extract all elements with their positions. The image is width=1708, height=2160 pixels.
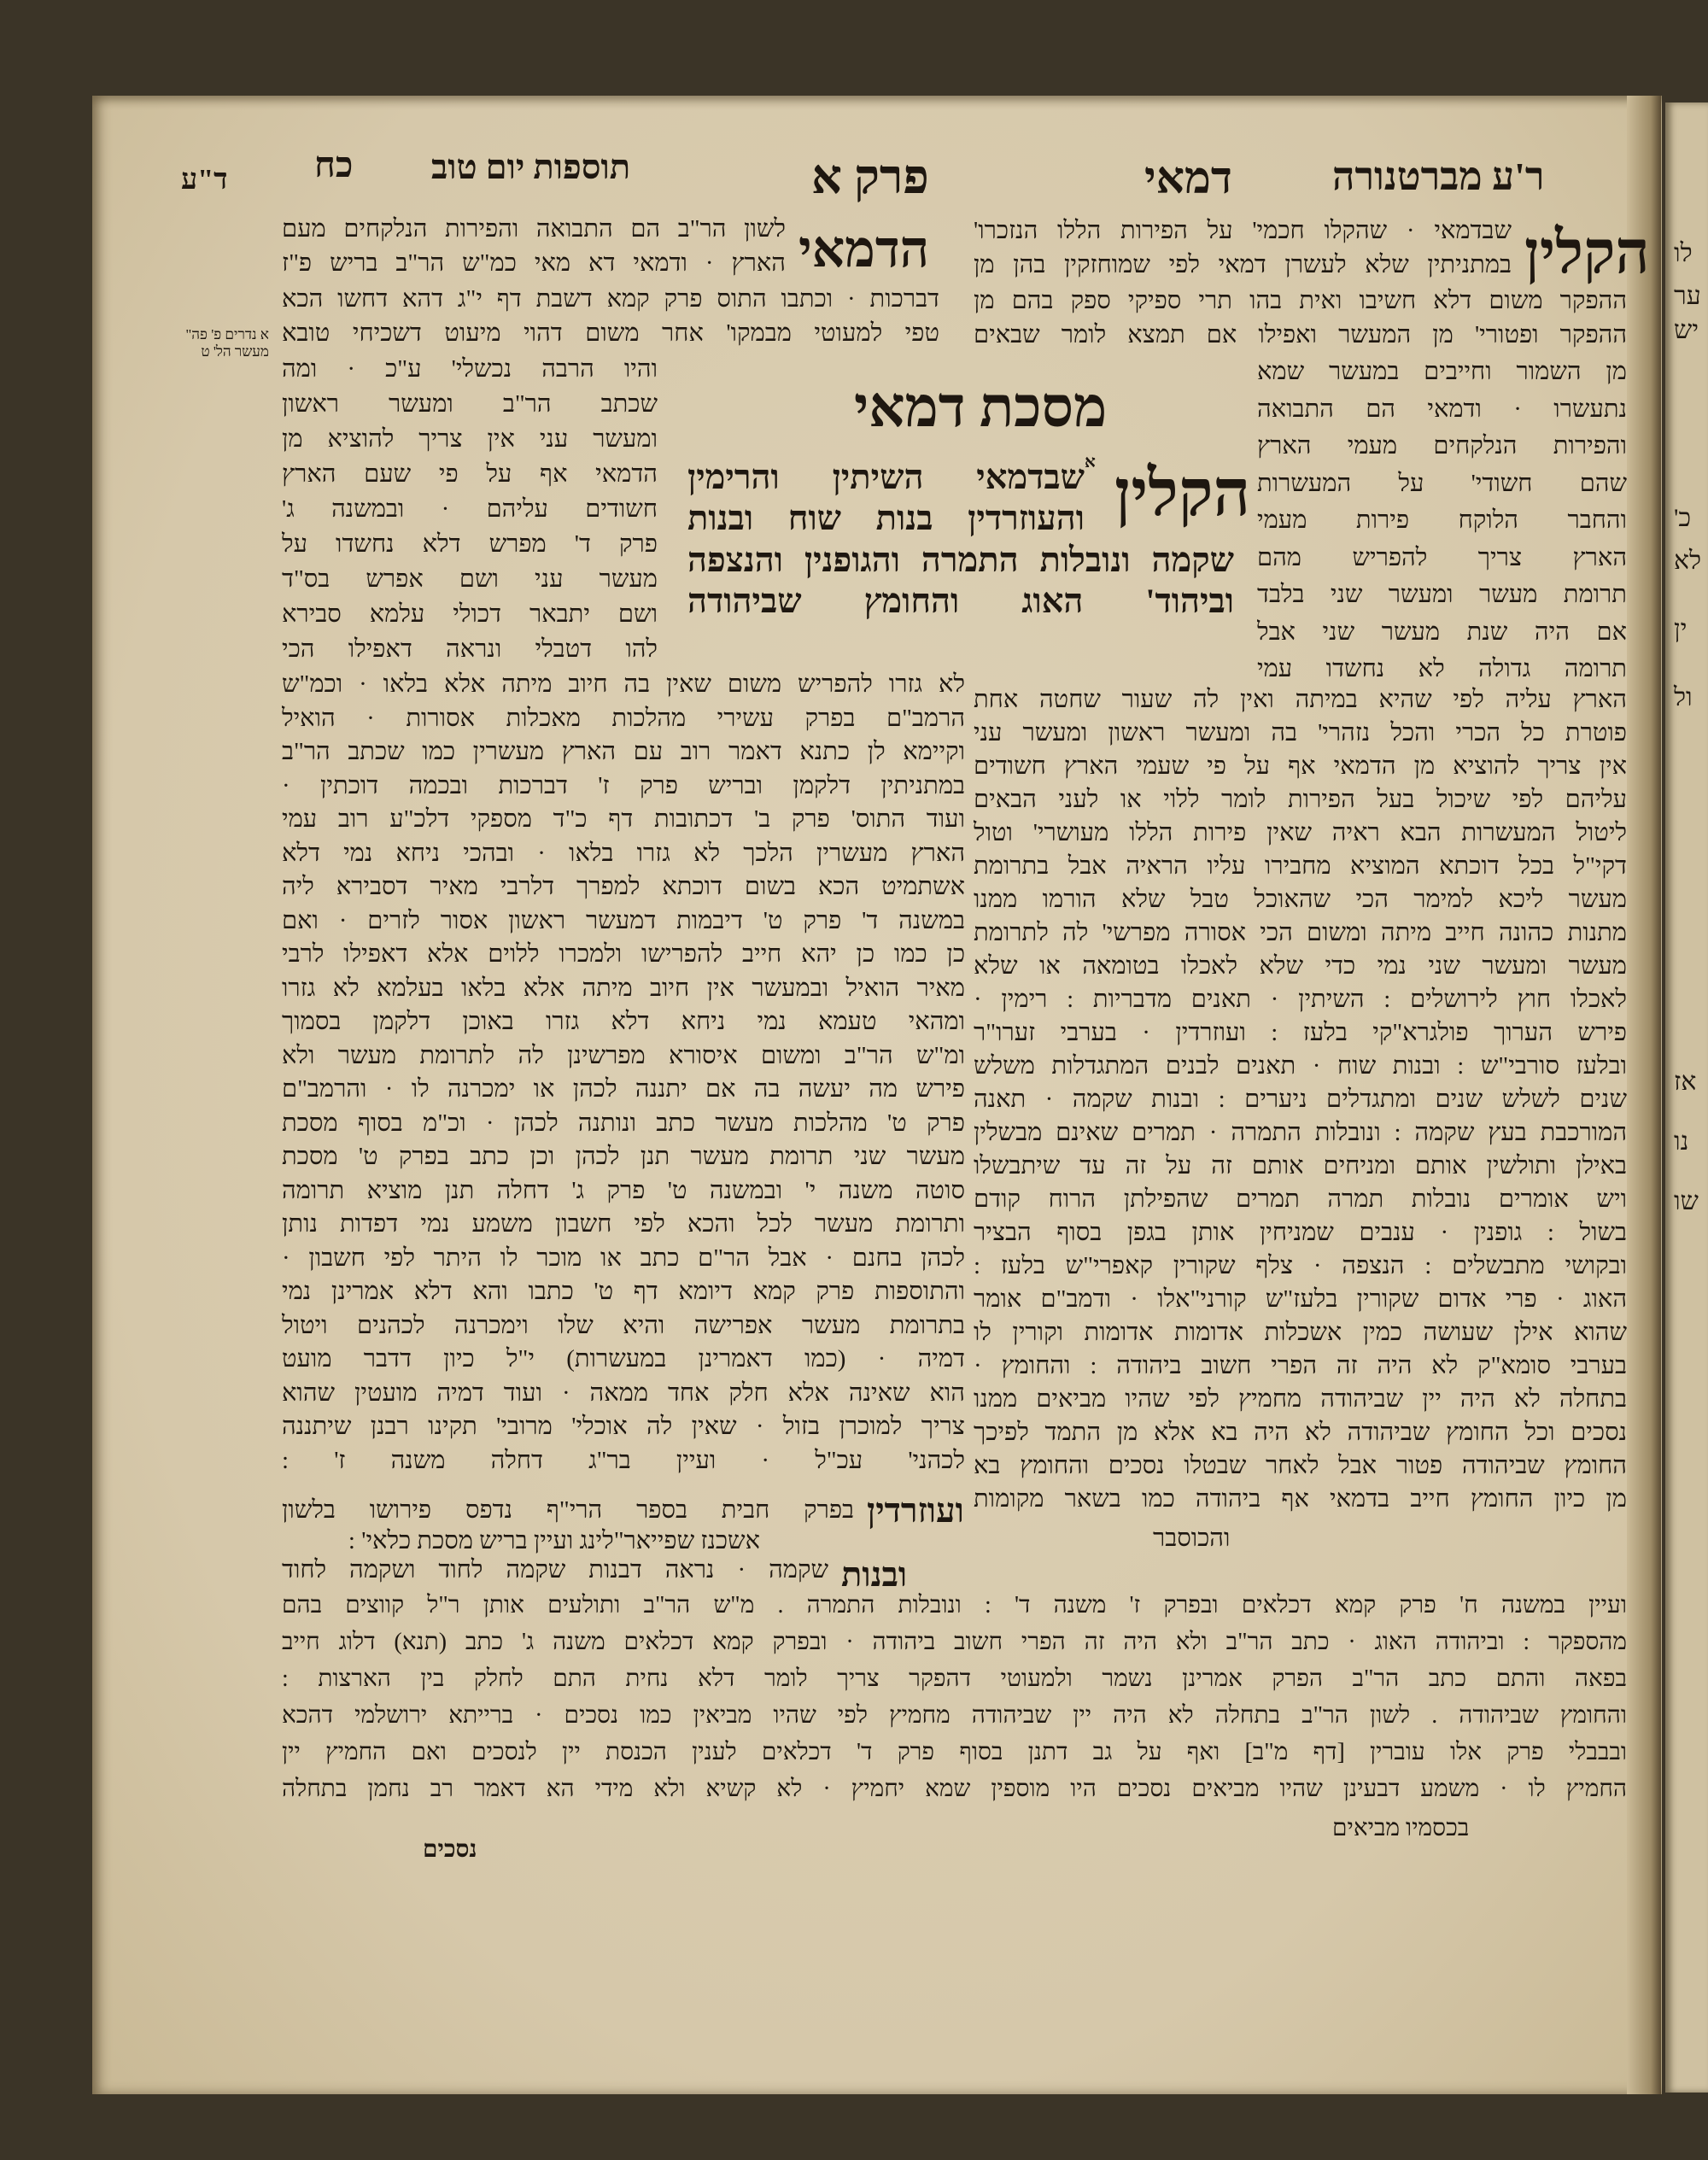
- text-line: להו דטבלי ונראה דאפילו הכי: [282, 635, 658, 663]
- mishnah-line: שקמה ונובלות התמרה והגופנין והנצפה: [687, 541, 1234, 579]
- tractate-heading: מסכת דמאי: [854, 377, 1108, 439]
- text-line: ותרומת מעשר לכל והכא לפי חשבון משמע נמי דפדות נותן: [282, 1210, 965, 1238]
- text-line: שכתב הר"ב ומעשר ראשון: [282, 390, 658, 418]
- tosafot-narrow: [282, 352, 658, 667]
- bartenura-lead-word: הקלין: [1524, 220, 1650, 286]
- text-line: ובלעז סורבי"ש : ובנות שוח · תאנים לבנים המתגדלות משלש: [974, 1052, 1627, 1080]
- text-line: בערבי סומא"ק לא היה זה הפרי חשוב ביהודה : והחומץ ·: [974, 1352, 1627, 1379]
- text-line: והחומץ שביהודה . לשון הר"ב בתחלה לא היה יין שביהודה מחמיץ לפי שהיו מביאין כמו נסכים · ברייתא ירושלמי דהכא: [282, 1702, 1627, 1729]
- tosafot-wide: [282, 668, 965, 1478]
- text-line: לכהני' עכ"ל · ועיין בר"ג דחלה משנה ז' :: [282, 1446, 965, 1474]
- text-line: ומ"ש הר"ב ומשום איסורא מפרשינן לה לתרומת מעשר ולא: [282, 1041, 965, 1069]
- text-line: ועיין במשנה ח' פרק קמא דכלאים ובפרק ז' משנה ד' : ונובלות התמרה . מ"ש הר"ב ותולעים אותן ר"ל קווצים בהם: [282, 1592, 1627, 1619]
- text-line: הארץ · ודמאי דא מאי כמ"ש הר"ב בריש פ"ז: [282, 249, 786, 277]
- text-line: הארץ מעשרין הלכך לא גזרו בלאו · ובהכי ניחא נמי דלא: [282, 839, 965, 867]
- text-line: מאיר הואיל ובמעשר אין חיוב מיתה אלא בלאו בעלמא לא גזרו: [282, 974, 965, 1002]
- text-line: כן כמו כן יהא חייב להפרישו ולמכרו ללוים אלא דאפילו לרבי: [282, 940, 965, 968]
- facing-page-fragment: שו: [1674, 1187, 1699, 1215]
- text-line: בתחלה לא היה יין שביהודה מחמיץ לפי שהיו מביאים ממנו: [974, 1385, 1627, 1413]
- mishnah-lead-word: הקלין: [1114, 458, 1251, 530]
- text-line: פרק ד' מפרש דלא נחשדו על: [282, 530, 658, 558]
- text-line: פירש הערוך פולגרא"קי בלעז : ועוזרדין · בערבי זערו"ר: [974, 1019, 1627, 1046]
- text-line: בפרק חבית בספר הרי"ף נדפס פירושו בלשון: [282, 1496, 854, 1524]
- text-line: והחבר הלוקח פירות מעמי: [1257, 506, 1627, 534]
- text-line: נסכים וכל החומץ שביהודה לא היה בא אלא מן התמד לפיכך: [974, 1419, 1627, 1446]
- bartenura-narrow: [1257, 354, 1627, 689]
- facing-page-edge: [1665, 102, 1708, 2093]
- bartenura-top-a: [974, 214, 1512, 282]
- text-line: לאכלו חוץ לירושלים : השיתין · תאנים מדבריות : רימין ·: [974, 986, 1627, 1013]
- text-line: בתרומת מעשר אפרישה והיא שלו וימכרנה לכהנים ויטול: [282, 1311, 965, 1339]
- text-line: תרומה גדולה לא נחשדו עמי: [1257, 655, 1627, 682]
- tosafot-top-b: [282, 282, 939, 350]
- text-line: ובקושי מתבשלים : הנצפה · צלף שקורין קאפרי"ש בלעז :: [974, 1252, 1627, 1279]
- text-line: הוא שאינה אלא חלק אחד ממאה · ועוד דמיה מועטין שהוא: [282, 1379, 965, 1407]
- facing-page-fragment: ול: [1674, 683, 1693, 711]
- text-line: אם היה שנת מעשר שני אבל: [1257, 618, 1627, 646]
- text-line: אין צריך להוציא מן הדמאי אף על פי שעמי הארץ חשודים: [974, 752, 1627, 780]
- text-line: באילן ותולשין אותם ומניחים אותם זה על זה עד שיתבשלו: [974, 1152, 1627, 1180]
- page-gutter: [1627, 96, 1661, 2094]
- corner-mark: ד"ע: [181, 164, 228, 196]
- text-line: ועוד התוס' פרק ב' דכתובות דף כ"ד מספקי דלכ"ע רוב עמי: [282, 805, 965, 833]
- text-line: והתוספות פרק קמא דיומא דף ט' כתבו והא דלא אמרינן נמי: [282, 1278, 965, 1305]
- text-line: ההפקר ופטורי' מן המעשר ואפילו אם תמצא לומר שבאים: [974, 321, 1627, 348]
- text-line: בשול : גופנין · ענבים שמניחין אותן בגפן בסוף הבציר: [974, 1219, 1627, 1246]
- text-line: בפאה והתם כתב הר"ב הפרק אמרינן נשמר ולמעוטי דהפקר צריך לומר דלא נחית התם לחלק בין הארצות :: [282, 1665, 1627, 1692]
- text-line: ושם יתבאר דכולי עלמא סבירא: [282, 600, 658, 628]
- text-line: מהספקר : וביהודה האוג · כתב הר"ב ולא היה זה הפרי חשוב ביהודה · ובפרק קמא דכלאים משנה ג' כתב (תנא) דלוג חייב: [282, 1629, 1627, 1655]
- ozrarin-lead-word: ועוזרדין: [867, 1491, 964, 1530]
- mishnah-line: וביהוד' האוג והחומץ שביהודה: [687, 582, 1234, 620]
- ozrarin-text: [282, 1493, 854, 1554]
- facing-page-fragment: לא: [1674, 547, 1702, 575]
- text-line: לא גזרו להפריש משום שאין בה חיוב מיתה אלא בלאו · וכמ"ש: [282, 670, 965, 698]
- text-line: שנים לשלש שנים ומתגדלים ניערים : ובנות שקמה · תאנה: [974, 1086, 1627, 1113]
- text-line: שהם חשודי' על המעשרות: [1257, 469, 1627, 497]
- text-line: מעשר ליכא למימר הכי שהאוכל טבל שלא הורמו ממנו: [974, 886, 1627, 913]
- text-line: פוטרת כל הכרי והכל נזהרי' בה ומעשר ראשון ומעשר עני: [974, 719, 1627, 746]
- tosafot-lead-word: הדמאי: [798, 221, 930, 278]
- text-line: טפי למעוטי מבמקו' אחר משום דהוי מיעוט דשכיחי טובא: [282, 319, 939, 347]
- mishnah-marker: א: [1085, 453, 1096, 471]
- text-line: דמיה · (כמו דאמרינן במעשרות) י"ל כיון דדבר מועט: [282, 1345, 965, 1373]
- facing-page-fragment: אז: [1674, 1068, 1697, 1096]
- text-line: ומעשר עני אין צריך להוציא מן: [282, 425, 658, 453]
- text-line: ובבבלי פרק אלו עוברין [דף מ"ב] ואף על גב דתנן בסוף פרק ד' דכלאים לענין הכנסת יין לנסכים ואם החמיץ יין: [282, 1739, 1627, 1765]
- text-line: הדמאי אף על פי שעם הארץ: [282, 460, 658, 488]
- text-line: ליטול המעשרות הבא ראיה שאין פירות הללו מעושרי' וטול: [974, 819, 1627, 846]
- text-line: לכהן בחנם · אבל הר"ם כתב או מוכר לו היתר לפי חשבון ·: [282, 1244, 965, 1272]
- text-line: הרמב"ם בפרק עשירי מהלכות מאכלות אסורות · הואיל: [282, 704, 965, 732]
- text-line: מן כיון החומץ חייב בדמאי אף ביהודה כמו בשאר מקומות: [974, 1485, 1627, 1513]
- text-line: אשכנז שפייאר"לינג ועיין בריש מסכת כלאי' :: [348, 1527, 760, 1554]
- header-tractate: דמאי: [1144, 155, 1232, 203]
- text-line: נתעשרו · ודמאי הם התבואה: [1257, 395, 1627, 423]
- mishnah-line: והעוזרדין בנות שוח ובנות: [687, 499, 1085, 537]
- text-line: פרק ט' מהלכות מעשר כתב ונותנה לכהן · וכ"מ בסוף מסכת: [282, 1109, 965, 1137]
- text-line: דקי"ל בכל דוכתא המוציא מחבירו עליו הראיה אבל בתרומת: [974, 852, 1627, 880]
- footer-notes: [282, 1587, 1627, 1807]
- text-line: שקמה · נראה דבנות שקמה לחוד ושקמה לחוד: [282, 1556, 828, 1583]
- mishnah-text-b: [687, 540, 1234, 622]
- mishnah-line: שבדמאי השיתין והרימין: [687, 458, 1085, 496]
- text-line: חשודים עליהם · ובמשנה ג': [282, 495, 658, 523]
- text-line: והפירות הנלקחים מעמי הארץ: [1257, 432, 1627, 460]
- text-line: והיו הרבה נכשלי' ע"כ · ומה: [282, 355, 658, 383]
- text-line: מעשר שני תרומת מעשר תנן לכהן וכן כתב בפרק ט' מסכת: [282, 1143, 965, 1170]
- text-line: אשתמיט הכא בשום דוכתא למפרך דלרבי מאיר דסבירא ליה: [282, 873, 965, 900]
- mishnah-text-a: [687, 457, 1085, 539]
- shikmah-lead-word: ובנות: [841, 1555, 908, 1594]
- text-line: ההפקר משום דלא חשיבו ואית בהו תרי ספיקי ספק בהם מן: [974, 287, 1627, 314]
- shikmah-text: [282, 1553, 828, 1587]
- text-line: מתנות כהונה חייב מיתה ומשום הכי אסורה מפרשי' לה לתרומת: [974, 919, 1627, 946]
- facing-page-fragment: יש: [1674, 316, 1699, 344]
- text-line: המורכבת בעץ שקמה : ונובלות התמרה · תמרים שאינם מבשלין: [974, 1119, 1627, 1146]
- facing-page-fragment: לו: [1674, 239, 1693, 267]
- text-line: הארץ עליה לפי שהיא במיתה ואין לה שעור שחטה אחת: [974, 686, 1627, 713]
- header-commentary-title: ר'ע מברטנורה: [1332, 155, 1545, 198]
- header-chapter: פרק א: [811, 151, 929, 204]
- text-line: מעשר ומעשר שני נמי כדי שלא לאכלו בטומאה או שלא: [974, 952, 1627, 980]
- text-line: עליהם לפי שיכול בעל הפירות לומר ללוי או לעני הבאים: [974, 786, 1627, 813]
- margin-note: א נדרים פ' פה" מעשר הל' ט: [185, 326, 269, 360]
- text-line: הארץ צריך להפריש מהם: [1257, 543, 1627, 571]
- text-line: דברכות · וכתבו התוס פרק קמא דשבת דף י"ג דהא דחשו הכא: [282, 285, 939, 313]
- text-line: לשון הר"ב הם התבואה והפירות הנלקחים מעם: [282, 215, 786, 243]
- folio-number: כח: [314, 146, 354, 185]
- text-line: פירש מה יעשה בה אם יתננה לכהן או ימכרנה לו · והרמב"ם: [282, 1075, 965, 1103]
- text-line: תרומת מעשר ומעשר שני בלבד: [1257, 581, 1627, 608]
- text-line: ומהאי טעמא נמי ניחא דלא גזרו באוכן דלקמן בסמוך: [282, 1008, 965, 1035]
- text-line: מעשר עני ושם אפרש בס"ד: [282, 565, 658, 593]
- text-line: החמיץ לו · משמע דבעינן שהיו מביאים נסכים היו מוספין שמא יחמיץ · לא קשיא ולא מידי הא דאמר רב נחמן בתחלה: [282, 1776, 1627, 1802]
- text-line: האוג · פרי אדום שקורין בלעז"ש קורני"אלו · ודמב"ם אומר: [974, 1285, 1627, 1313]
- text-line: מן השמור וחייבים במעשר שמא: [1257, 358, 1627, 385]
- text-line: במתניתין דלקמן ובריש פרק ז' דברכות ובכמה דוכתין ·: [282, 771, 965, 799]
- tosafot-top-a: [282, 212, 786, 280]
- facing-page-fragment: ין: [1674, 615, 1688, 643]
- text-line: שהוא אילן שעושה כמין אשכלות אדומות אדומות וקורין לו: [974, 1319, 1627, 1346]
- footer-end-right: בכסמיו מביאים: [1332, 1815, 1470, 1841]
- text-line: צריך למוכרן בזול · שאין לה אוכלי' מרובי' תקינו רבנן שיתננה: [282, 1413, 965, 1440]
- bartenura-top-b: [974, 284, 1627, 352]
- footer-end-left: נסכים: [423, 1836, 477, 1863]
- text-line: במתניתין שלא לעשרן דמאי לפי שמוחזקין בהן מן: [974, 251, 1512, 278]
- header-tosafot-title: תוספות יום טוב: [431, 148, 631, 186]
- text-line: ויש אומרים נובלות תמרה תמרים שהפילתן הרוח קודם: [974, 1185, 1627, 1213]
- text-line: החומץ שביהודה פטור אבל לאחר שבטלו נסכים והחומץ בא: [974, 1452, 1627, 1479]
- facing-page-fragment: כ': [1674, 504, 1692, 532]
- facing-page-fragment: נו: [1674, 1127, 1689, 1156]
- facing-page-fragment: ער: [1674, 282, 1701, 310]
- bartenura-wide: [974, 683, 1627, 1516]
- text-line: במשנה ד' פרק ט' דיבמות דמעשר ראשון אסור לזרים · ואם: [282, 906, 965, 934]
- text-line: וקיימא לן כתנא דאמר רוב עם הארץ מעשרין כמו שכתב הר"ב: [282, 738, 965, 765]
- bartenura-last-word: והכוסבר: [1153, 1525, 1231, 1552]
- text-line: שבדמאי · שהקלו חכמי' על הפירות הללו הנזכרו': [974, 217, 1512, 244]
- text-line: סוטה משנה י' ובמשנה ט' פרק ג' דחלה תנן מוציא תרומה: [282, 1176, 965, 1204]
